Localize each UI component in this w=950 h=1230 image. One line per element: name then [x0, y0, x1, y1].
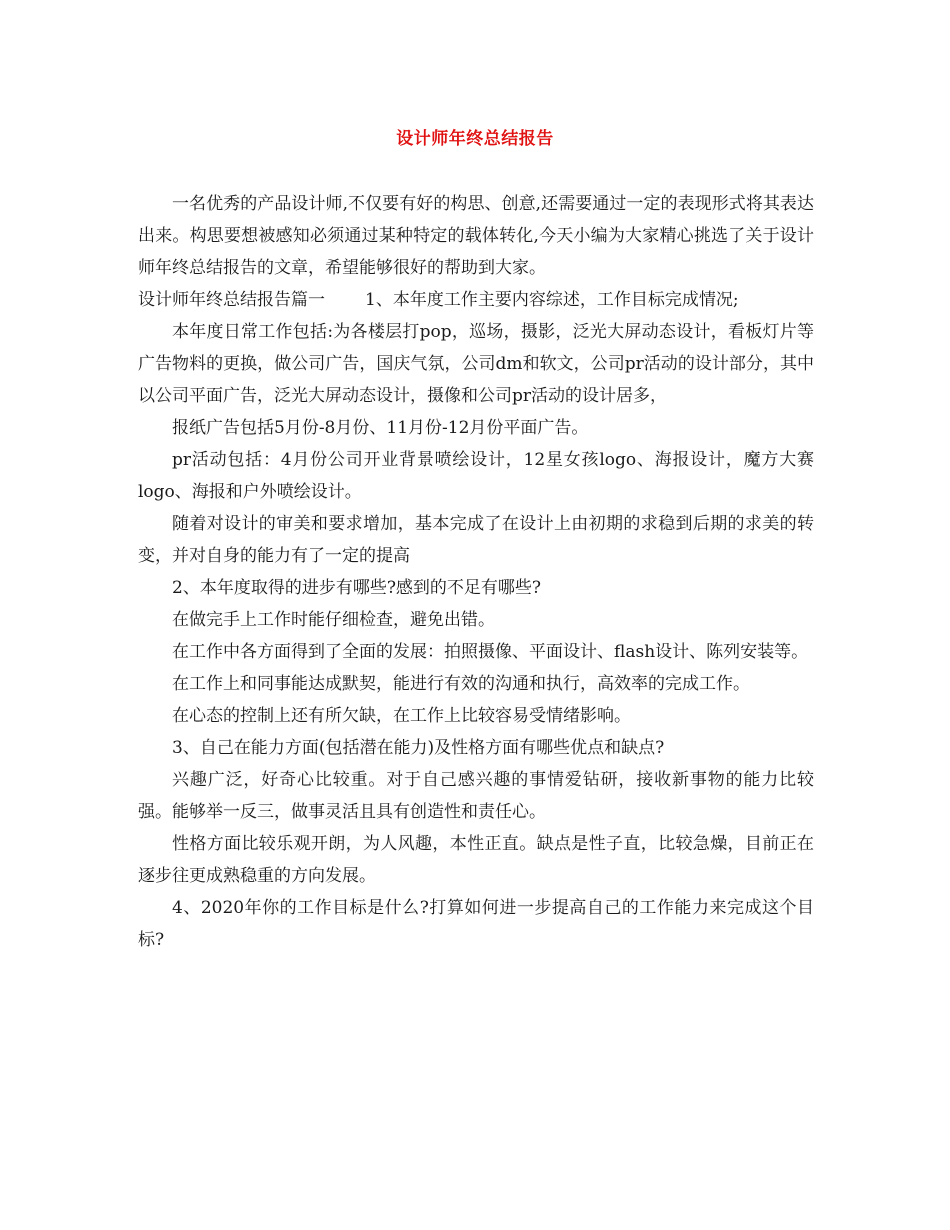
paragraph: 在工作上和同事能达成默契，能进行有效的沟通和执行，高效率的完成工作。	[172, 674, 750, 694]
question-heading: 2、本年度取得的进步有哪些?感到的不足有哪些?	[172, 578, 542, 598]
paragraph: 在工作中各方面得到了全面的发展：拍照摄像、平面设计、flash设计、陈列安装等。	[172, 642, 809, 662]
section-heading-line	[138, 284, 814, 316]
document-body	[138, 188, 814, 956]
paragraph: 本年度日常工作包括:为各楼层打pop，巡场，摄影，泛光大屏动态设计，看板灯片等广告物料的更换，做公司广告，国庆气氛，公司dm和软文，公司pr活动的设计部分，其中以公司平面广告，泛光大屏动态设计，摄像和公司pr活动的设计居多，	[138, 322, 814, 406]
intro-paragraph: 一名优秀的产品设计师,不仅要有好的构思、创意,还需要通过一定的表现形式将其表达出来。构思要想被感知必须通过某种特定的载体转化,今天小编为大家精心挑选了关于设计师年终总结报告的文章，希望能够很好的帮助到大家。	[138, 194, 814, 278]
question-heading: 4、2020年你的工作目标是什么?打算如何进一步提高自己的工作能力来完成这个目标?	[138, 898, 814, 950]
question-heading: 3、自己在能力方面(包括潜在能力)及性格方面有哪些优点和缺点?	[172, 738, 665, 758]
paragraph: 兴趣广泛，好奇心比较重。对于自己感兴趣的事情爱钻研，接收新事物的能力比较强。能够举一反三，做事灵活且具有创造性和责任心。	[138, 770, 814, 822]
paragraph: 性格方面比较乐观开朗，为人风趣，本性正直。缺点是性子直，比较急燥，目前正在逐步往更成熟稳重的方向发展。	[138, 834, 814, 886]
document-title: 设计师年终总结报告	[396, 129, 554, 149]
paragraph: 随着对设计的审美和要求增加，基本完成了在设计上由初期的求稳到后期的求美的转变，并对自身的能力有了一定的提高	[138, 514, 814, 566]
section-label: 设计师年终总结报告篇一	[138, 290, 325, 310]
paragraph: 在心态的控制上还有所欠缺，在工作上比较容易受情绪影响。	[172, 706, 631, 726]
paragraph: pr活动包括：4月份公司开业背景喷绘设计，12星女孩logo、海报设计，魔方大赛logo、海报和户外喷绘设计。	[138, 450, 814, 502]
section-first-item: 1、本年度工作主要内容综述，工作目标完成情况;	[365, 290, 739, 310]
paragraph: 报纸广告包括5月份-8月份、11月份-12月份平面广告。	[172, 418, 589, 438]
paragraph: 在做完手上工作时能仔细检查，避免出错。	[172, 610, 495, 630]
